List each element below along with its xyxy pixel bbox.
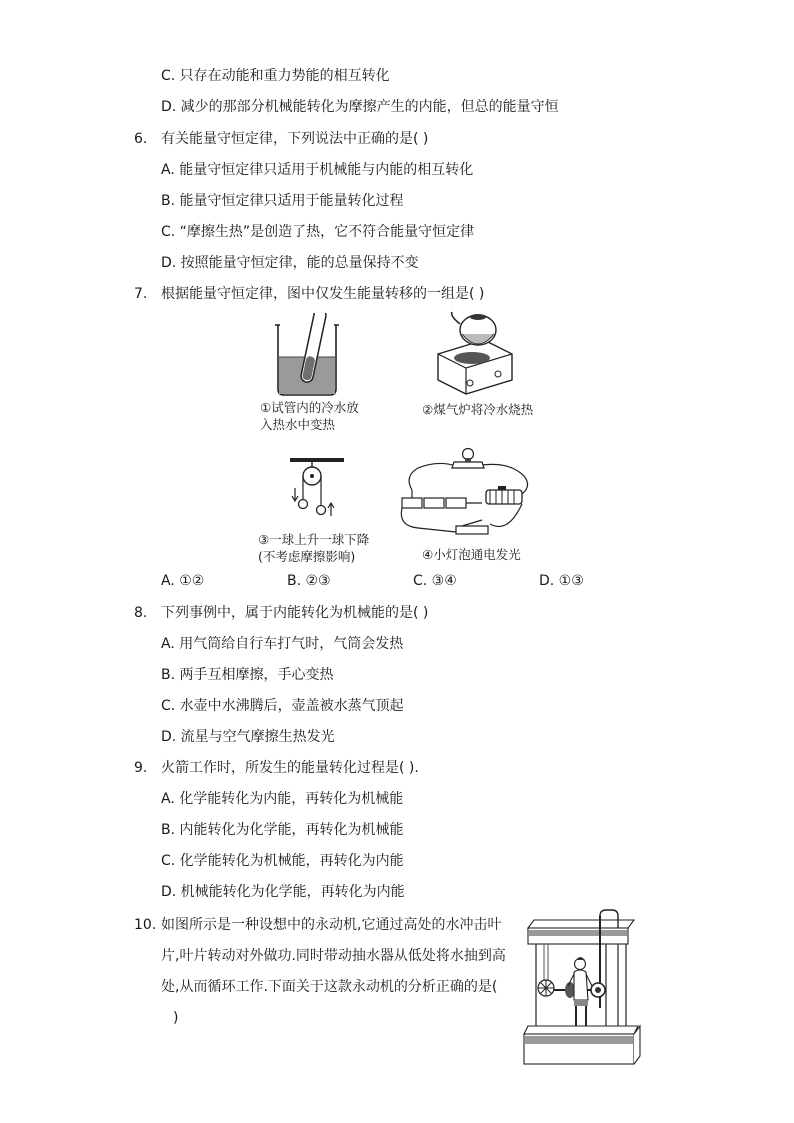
q7-option-c: C. ③④ (413, 573, 457, 589)
q9-option-a: A. 化学能转化为内能，再转化为机械能 (161, 791, 404, 807)
q9-stem: 火箭工作时，所发生的能量转化过程是( ). (161, 760, 419, 776)
q9-option-b: B. 内能转化为化学能，再转化为机械能 (161, 822, 404, 838)
q10-line-4: ) (173, 1010, 179, 1026)
q7-option-d: D. ①③ (539, 573, 584, 589)
q7-number: 7. (134, 286, 148, 302)
q10-line-1: 如图所示是一种设想中的永动机,它通过高处的水冲击叶 (161, 917, 502, 933)
q8-option-b: B. 两手互相摩擦，手心变热 (161, 667, 334, 683)
q7-caption-4: ④小灯泡通电发光 (422, 547, 521, 562)
figure-gas-stove-kettle (432, 310, 518, 396)
q9-number: 9. (134, 760, 148, 776)
q5-option-c: C. 只存在动能和重力势能的相互转化 (161, 68, 390, 84)
figure-beaker-test-tube (270, 313, 360, 398)
q6-stem: 有关能量守恒定律，下列说法中正确的是( ) (161, 131, 429, 147)
q7-caption-1b: 入热水中变热 (260, 417, 336, 432)
q8-option-c: C. 水壶中水沸腾后，壶盖被水蒸气顶起 (161, 698, 404, 714)
q9-option-c: C. 化学能转化为机械能，再转化为内能 (161, 853, 404, 869)
q6-option-a: A. 能量守恒定律只适用于机械能与内能的相互转化 (161, 162, 474, 178)
q10-number: 10. (134, 917, 157, 933)
q8-option-a: A. 用气筒给自行车打气时，气筒会发热 (161, 636, 404, 652)
q10-line-3: 处,从而循环工作.下面关于这款永动机的分析正确的是( (161, 979, 498, 995)
figure-perpetual-motion-machine (518, 908, 644, 1072)
figure-pulley-two-balls (288, 452, 352, 528)
q6-option-d: D. 按照能量守恒定律，能的总量保持不变 (161, 255, 419, 271)
q7-caption-1a: ①试管内的冷水放 (260, 400, 359, 415)
q5-option-d: D. 减少的那部分机械能转化为摩擦产生的内能，但总的能量守恒 (161, 99, 559, 115)
q8-stem: 下列事例中，属于内能转化为机械能的是( ) (161, 605, 429, 621)
q7-stem: 根据能量守恒定律，图中仅发生能量转移的一组是( ) (161, 286, 485, 302)
q8-number: 8. (134, 605, 148, 621)
q7-option-a: A. ①② (161, 573, 205, 589)
q7-caption-3b: (不考虑摩擦影响) (258, 549, 356, 564)
q7-caption-3a: ③一球上升一球下降 (258, 532, 370, 547)
q6-option-b: B. 能量守恒定律只适用于能量转化过程 (161, 193, 404, 209)
q6-number: 6. (134, 131, 148, 147)
q7-caption-2: ②煤气炉将冷水烧热 (422, 402, 534, 417)
q6-option-c: C. “摩擦生热”是创造了热，它不符合能量守恒定律 (161, 224, 475, 240)
figure-bulb-circuit (398, 446, 534, 542)
q8-option-d: D. 流星与空气摩擦生热发光 (161, 729, 335, 745)
q7-option-b: B. ②③ (287, 573, 331, 589)
q10-line-2: 片,叶片转动对外做功.同时带动抽水器从低处将水抽到高 (161, 948, 506, 964)
q9-option-d: D. 机械能转化为化学能，再转化为内能 (161, 884, 405, 900)
